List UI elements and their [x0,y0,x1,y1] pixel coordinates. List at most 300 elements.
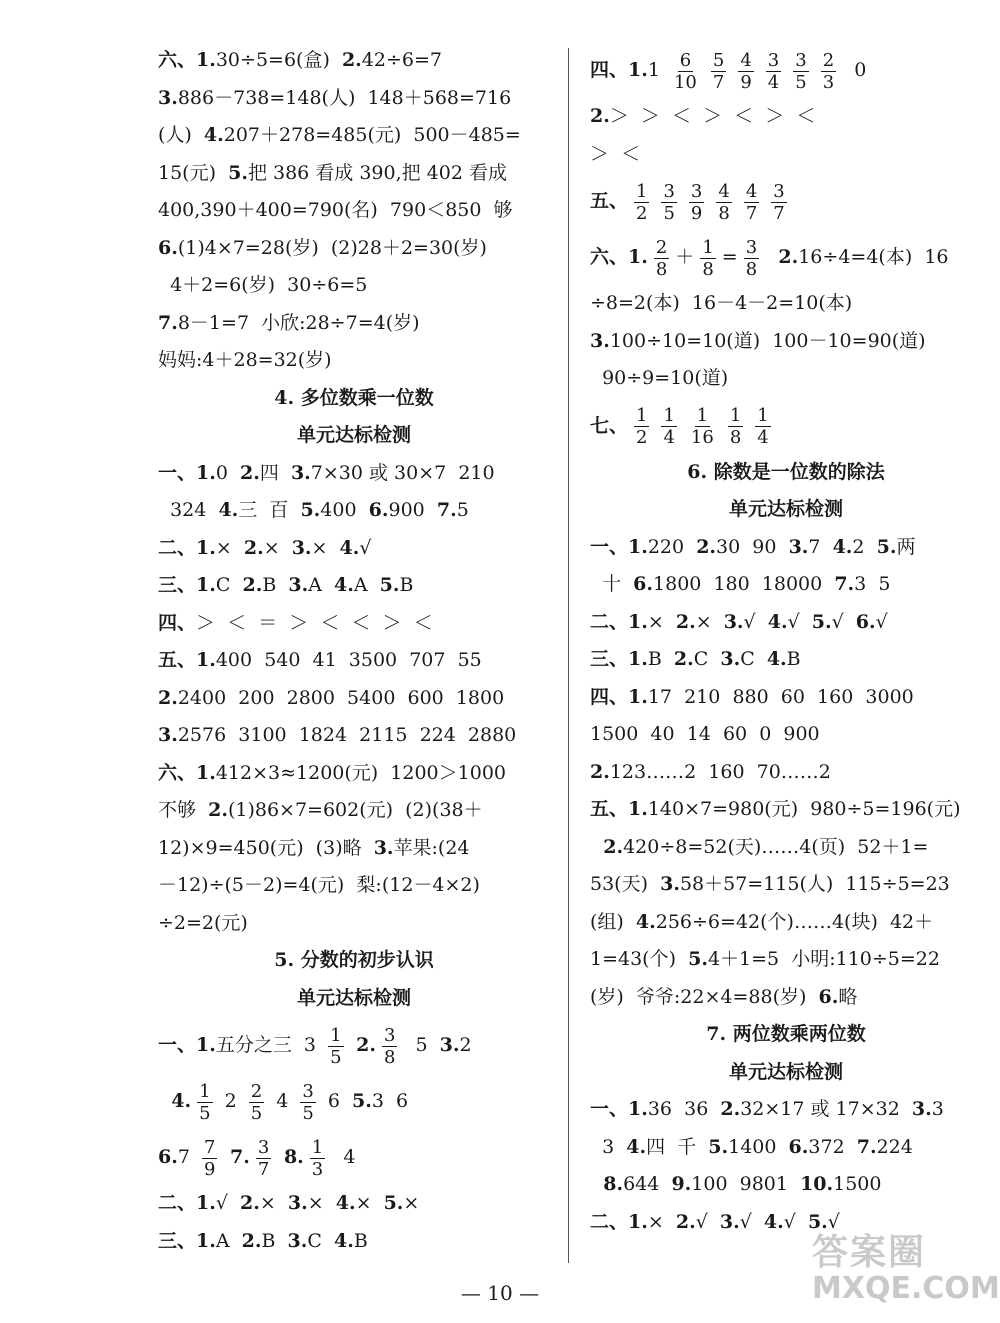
fraction [328,1025,343,1068]
question-number: 4. [339,536,360,559]
fraction-numerator: 5 [712,49,725,71]
question-number: 4. [218,499,239,521]
question-number: 二、1. [158,536,216,559]
fraction-denominator: 3 [822,71,835,93]
section-title: 4. 多位数乘一位数 [274,386,434,409]
fraction [793,50,808,93]
question-number: 4. [626,1135,647,1158]
answer-line [590,1129,982,1167]
answer-line [590,173,982,229]
answer-line [158,755,550,793]
answer-line [158,680,550,718]
fraction [771,181,786,224]
answer-line [158,1073,550,1129]
answer-text: 324 [158,499,219,521]
question-number: 七、 [590,414,629,437]
answer-line [590,98,982,136]
question-number: 2. [675,1210,696,1233]
answer-text: A [215,1229,242,1252]
section-heading [158,380,550,418]
question-number: 2. [240,1192,260,1214]
answer-line [590,679,982,717]
answer-text: 123……2 160 70……2 [609,760,831,783]
answer-text: × [403,1192,420,1214]
answer-line [158,867,550,905]
answer-text: C [215,574,243,596]
answer-text: (人) [158,124,204,146]
answer-text: 644 [623,1173,672,1195]
answer-text: × [263,536,292,559]
question-number: 5. [379,574,400,596]
question-number: 2. [349,1034,376,1056]
fraction-denominator: 5 [663,202,675,224]
answer-text: C [740,648,767,670]
question-number: 3. [158,724,178,746]
answer-line [158,267,550,305]
question-number: 5. [876,535,897,558]
fraction-numerator: 3 [302,1080,314,1102]
answer-line [590,285,982,323]
question-number: 8. [590,1173,624,1195]
answer-text: 7 [808,535,833,558]
fraction [300,1081,315,1124]
question-number: 8. [277,1146,304,1168]
answer-line [158,530,550,568]
answer-line [590,866,982,904]
right-answer-column [590,42,982,1241]
question-number: 四、 [158,611,197,634]
answer-text: × [695,610,724,633]
answer-text: 0 [215,461,241,484]
answer-text: × [355,1192,384,1214]
answer-text: 100÷10=10(道) 100－10=90(道) [609,329,926,352]
answer-line [590,136,982,174]
question-number: 3. [288,574,309,596]
answer-text: 十 [590,573,634,595]
answer-line [158,492,550,530]
fraction [654,237,669,280]
fraction-numerator: 3 [663,180,675,202]
fraction-denominator: 3 [311,1158,324,1180]
question-number: 3. [291,536,312,559]
question-number: 一、1. [158,461,216,484]
fraction-numerator: 1 [636,180,648,202]
section-heading [158,980,550,1018]
question-number: 一、1. [158,1034,216,1056]
question-number: 2. [341,49,362,71]
watermark [812,1224,1000,1306]
watermark-url: MXQE.COM [812,1271,1000,1306]
answer-text: 90÷9=10(道) [590,367,729,389]
section-title: 单元达标检测 [728,498,843,520]
answer-line [158,192,550,230]
section-heading [590,1054,982,1092]
answer-text: 把 386 看成 390,把 402 看成 [247,161,507,184]
answer-text: 42÷6=7 [361,49,442,71]
answer-line [158,342,550,380]
answer-text: (1)86×7=602(元) (2)(38＋ [227,799,483,821]
answer-text: 17 210 880 60 160 3000 [647,685,914,708]
fraction-numerator: 1 [330,1024,342,1046]
question-number: 2. [590,835,624,858]
fraction-numerator: 2 [655,236,668,258]
fraction [716,181,731,224]
answer-text: 2576 3100 1824 2115 224 2880 [177,724,517,746]
answer-text: 420÷8=52(天)……4(页) 52＋1= [623,835,929,858]
question-number: 4. [767,610,788,633]
fraction-denominator: 4 [757,427,769,448]
question-number: 7. [223,1146,250,1168]
fraction [672,50,699,93]
question-number: 二、1. [590,1210,648,1233]
question-number: 6. [818,985,839,1008]
answer-text: 4 [331,1146,356,1168]
fraction [744,181,759,224]
answer-text: A [353,574,380,596]
answer-text: 12)×9=450(元) (3)略 [158,836,374,859]
answer-text: (1)4×7=28(岁) (2)28＋2=30(岁) [177,236,487,259]
fraction [249,1081,264,1124]
answer-text: ＞ ＜ [590,142,641,165]
fraction [661,405,676,448]
answer-line [158,905,550,943]
question-number: 三、1. [590,648,648,670]
answer-text: B [262,574,289,596]
answer-line [158,42,550,80]
answer-line [590,1166,982,1204]
fraction [661,181,676,224]
answer-text: √ [783,1210,808,1233]
fraction-denominator: 7 [257,1158,270,1180]
question-number: 7. [856,1135,877,1158]
question-number: 2. [243,536,264,559]
answer-line [158,567,550,605]
fraction-denominator: 2 [636,202,648,224]
answer-line [590,229,982,285]
answer-text: √ [787,610,812,633]
answer-text: √ [875,610,888,633]
question-number: 3. [719,1210,740,1233]
column-divider [568,48,569,1263]
answer-text: B [353,1229,368,1252]
fraction [310,1137,325,1180]
question-number: 四、1. [590,59,648,81]
question-number: 4. [635,910,656,933]
answer-text: 36 36 [647,1098,721,1120]
question-number: 2. [765,246,799,268]
answer-text: 32×17 或 17×32 [740,1098,912,1120]
fraction-numerator: 6 [679,49,692,71]
answer-text: 207＋278=485(元) 500－485= [223,124,521,146]
answer-line [590,1091,982,1129]
fraction-numerator: 1 [696,405,709,426]
answer-text: 妈妈:4＋28=32(岁) [158,349,332,371]
answer-text: √ [827,1210,840,1233]
question-number: 3. [439,1034,460,1056]
answer-text: C [307,1229,335,1252]
answer-line [158,305,550,343]
answer-line [158,642,550,680]
page-number: — 10 — [460,1281,540,1305]
fraction [711,50,726,93]
question-number: 2. [242,574,263,596]
fraction [256,1137,271,1180]
answer-text: 4＋1=5 小明:110÷5=22 [707,948,940,970]
answer-text: (岁) 爷爷:22×4=88(岁) [590,985,819,1008]
question-number: 3. [158,86,178,109]
answer-text: 五分之三 3 [215,1034,323,1056]
question-number: 2. [673,648,694,670]
answer-text: × [647,610,676,633]
fraction-denominator: 8 [745,258,758,280]
fraction-denominator: 5 [795,71,807,93]
fraction [766,50,781,93]
fraction-denominator: 7 [712,71,725,93]
answer-text: 400 [320,499,369,521]
question-number: 5. [300,499,321,521]
answer-text: 5 [403,1034,440,1056]
answer-text: ÷8=2(本) 16－4－2=10(本) [590,292,853,314]
section-heading [590,491,982,529]
question-number: 3. [287,1229,308,1252]
question-number: 4. [766,648,787,670]
answer-line [590,604,982,642]
fraction-denominator: 7 [745,202,758,224]
fraction-numerator: 3 [383,1024,396,1046]
question-number: 4. [203,124,224,146]
fraction-denominator: 4 [663,427,675,448]
answer-text: 1 [647,59,666,81]
answer-line [158,717,550,755]
question-number: 5. [708,1135,729,1158]
question-number: 10. [800,1173,834,1195]
answer-text: 900 [388,499,437,521]
answer-text: －12)÷(5－2)=4(元) 梨:(12－4×2) [158,874,480,896]
answer-text: 三 百 [238,499,301,521]
fraction-numerator: 1 [636,405,648,426]
question-number: 5. [811,610,832,633]
answer-line [158,455,550,493]
question-number: 2. [590,105,610,127]
answer-text: B [261,1229,288,1252]
question-number: 9. [671,1173,692,1195]
question-number: 4. [334,1229,354,1252]
fraction [728,405,743,448]
section-title: 7. 两位数乘两位数 [706,1023,866,1045]
fraction-denominator: 8 [383,1046,396,1068]
answer-text: 400,390＋400=790(名) 790＜850 够 [158,199,513,221]
answer-text: 7×30 或 30×7 210 [310,461,495,484]
answer-line [158,830,550,868]
section-title: 6. 除数是一位数的除法 [687,460,885,483]
question-number: 3. [911,1098,932,1120]
section-heading [590,1016,982,1054]
answer-line [158,117,550,155]
question-number: 五、 [590,190,629,212]
fraction-numerator: 1 [729,405,742,426]
fraction-denominator: 8 [655,258,668,280]
fraction-denominator: 9 [740,71,752,93]
question-number: 4. [158,1090,192,1112]
answer-line [590,42,982,98]
question-number: 二、1. [158,1192,216,1214]
fraction-numerator: 1 [199,1080,211,1102]
answer-text: 2400 200 2800 5400 600 1800 [177,686,505,709]
answer-text: 372 [808,1135,857,1158]
question-number: 3. [720,648,741,670]
answer-text: 412×3≈1200(元) 1200＞1000 [215,761,507,784]
question-number: 一、1. [590,1098,648,1120]
fraction-numerator: 1 [311,1136,324,1158]
question-number: 2. [675,610,696,633]
answer-text: × [311,536,340,559]
question-number: 五、1. [590,798,648,820]
question-number: 2. [240,461,260,484]
question-number: 6. [158,236,178,259]
question-number: 3. [590,329,610,352]
answer-line [590,941,982,979]
question-number: 四、1. [590,685,648,708]
question-number: 6. [855,610,876,633]
fraction-numerator: 4 [718,180,730,202]
fraction [197,1081,212,1124]
fraction-numerator: 3 [795,49,807,71]
answer-text: 4 [270,1090,295,1112]
answer-text: √ [831,610,856,633]
answer-text: √ [359,536,372,559]
fraction [634,181,649,224]
fraction-denominator: 7 [773,202,785,224]
fraction-numerator: 4 [745,180,758,202]
question-number: 3. [788,535,809,558]
answer-text: 220 [647,535,697,558]
fraction-denominator: 4 [767,71,780,93]
fraction [689,405,716,448]
fraction-denominator: 9 [203,1158,216,1180]
fraction [689,181,704,224]
left-answer-column [158,42,550,1260]
fraction-denominator: 8 [718,202,730,224]
fraction-numerator: 2 [822,49,835,71]
answer-text: 30÷5=6(盒) [215,49,342,71]
section-heading [158,417,550,455]
question-number: 6. [158,1146,178,1168]
answer-text: 1400 [728,1135,789,1158]
fraction-numerator: 3 [773,180,785,202]
answer-text: 6 [321,1090,352,1112]
answer-text: 1=43(个) [590,948,689,970]
fraction-numerator: 3 [690,180,703,202]
answer-line [590,829,982,867]
question-number: 3. [290,461,311,484]
fraction-numerator: 1 [702,236,714,258]
answer-line [590,641,982,679]
fraction-numerator: 3 [257,1136,270,1158]
answer-text: 四 千 [646,1135,709,1158]
answer-line [590,360,982,398]
answer-text: × [215,536,244,559]
fraction-numerator: 1 [757,405,769,426]
fraction-numerator: 3 [767,49,780,71]
answer-text: (组) [590,910,636,933]
answer-line [590,904,982,942]
answer-text: 15(元) [158,161,229,184]
question-number: 2. [158,686,178,709]
answer-text: 400 540 41 3500 707 55 [215,649,482,671]
answer-text: 7 [177,1146,196,1168]
answer-text: 1800 180 18000 [653,573,835,595]
question-number: 7. [436,499,457,521]
answer-text: 苹果:(24 [393,836,470,859]
answer-text: 8－1=7 小欣:28÷7=4(岁) [177,311,420,334]
answer-text: 224 [876,1135,913,1158]
answer-text: 140×7=980(元) 980÷5=196(元) [647,798,961,820]
answer-line [158,80,550,118]
answer-line [158,1129,550,1185]
question-number: 2. [590,760,610,783]
answer-text: 53(天) [590,873,661,895]
answer-text: C [693,648,721,670]
answer-text: = [721,246,738,268]
question-number: 7. [158,311,178,334]
answer-text: 3 [590,1135,627,1158]
question-number: 5. [807,1210,828,1233]
answer-text: 3 5 [854,573,891,595]
answer-line [158,1185,550,1223]
fraction [634,405,649,448]
answer-text: 4＋2=6(岁) 30÷6=5 [158,274,368,296]
answer-line [590,566,982,604]
answer-text: 0 [842,59,867,81]
fraction-denominator: 5 [302,1102,314,1124]
answer-text: 四 [259,461,291,484]
fraction [700,237,715,280]
fraction [744,237,759,280]
answer-text: × [307,1192,336,1214]
answer-text: 16÷4=4(本) 16 [798,246,949,268]
section-title: 单元达标检测 [296,424,411,446]
question-number: 6. [368,499,389,521]
fraction [755,405,770,448]
question-number: 6. [633,573,654,595]
question-number: 2. [241,1229,262,1252]
answer-text: √ [739,1210,764,1233]
question-number: 6. [788,1135,809,1158]
question-number: 3. [373,836,394,859]
section-title: 单元达标检测 [296,986,411,1009]
answer-text: 2 [218,1090,243,1112]
answer-line [590,398,982,454]
fraction-numerator: 1 [663,405,675,426]
section-heading [590,454,982,492]
answer-line [158,605,550,643]
section-title: 5. 分数的初步认识 [274,949,434,971]
answer-text: ＞ ＞ ＜ ＞ ＜ ＞ ＜ [609,105,816,127]
answer-text: 3 6 [371,1090,409,1112]
fraction-numerator: 2 [250,1080,263,1102]
fraction-denominator: 5 [250,1102,263,1124]
answer-text: B [399,574,414,596]
answer-text: 略 [838,985,858,1008]
fraction-denominator: 5 [199,1102,211,1124]
question-number: 4. [832,535,853,558]
question-number: 5. [383,1192,404,1214]
answer-line [590,979,982,1017]
answer-text: 886－738=148(人) 148＋568=716 [177,86,512,109]
answer-line [590,791,982,829]
fraction-denominator: 8 [702,258,714,280]
answer-text: ＞ ＜ ＝ ＞ ＜ ＜ ＞ ＜ [196,611,433,634]
